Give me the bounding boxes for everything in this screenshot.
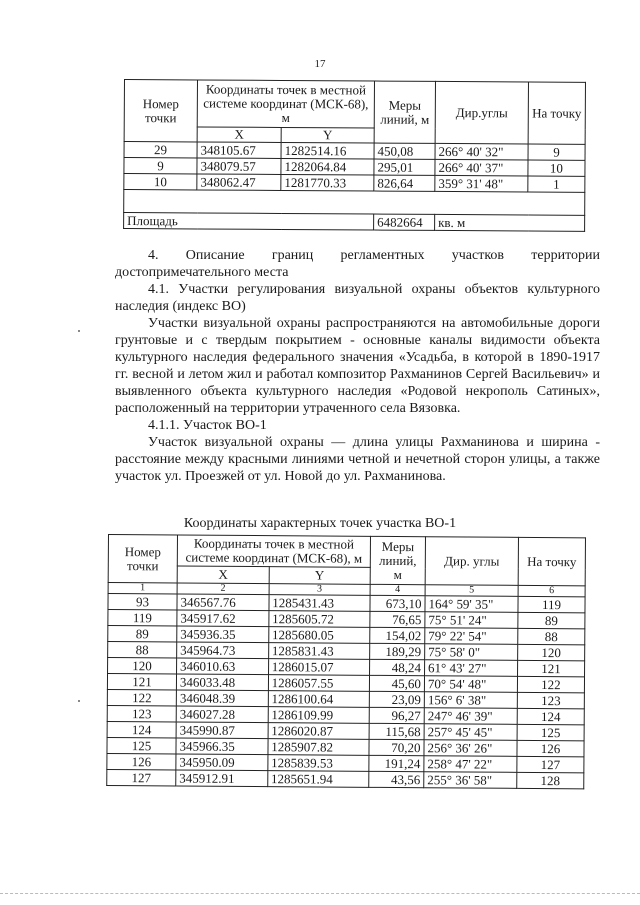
coord-x: 346027.28	[176, 706, 268, 723]
line-length: 48,24	[370, 659, 425, 675]
document-body	[115, 247, 600, 485]
coord-x: 346048.39	[176, 690, 268, 707]
dir-angle: 257° 45' 45"	[424, 724, 517, 741]
dir-angle: 70° 54' 48"	[424, 676, 517, 693]
line-length: 76,65	[370, 611, 425, 627]
to-point: 89	[518, 612, 585, 628]
coord-y: 1285839.53	[268, 755, 369, 772]
dir-angle: 255° 36' 58"	[424, 772, 517, 789]
dir-angle: 156° 6' 38"	[424, 692, 517, 709]
coord-y: 1286057.55	[268, 675, 369, 692]
line-length: 295,01	[374, 159, 435, 175]
dir-angle: 164° 59' 35"	[425, 596, 518, 613]
coord-y: 1286100.64	[268, 691, 369, 708]
coord-x: 348105.67	[197, 142, 281, 159]
line-length: 189,29	[370, 643, 425, 659]
to-point: 119	[518, 596, 585, 612]
dir-angle: 256° 36' 26"	[424, 740, 517, 757]
scan-speck	[78, 700, 80, 702]
point-number: 10	[124, 174, 197, 190]
point-number: 121	[107, 674, 176, 690]
line-length: 450,08	[374, 143, 435, 159]
section-4-1-heading: 4.1. Участки регулирования визуальной охраны объектов культурного наследия (индекс ВО)	[115, 282, 600, 314]
dir-angle: 359° 31' 48"	[435, 175, 528, 192]
area-row	[124, 213, 585, 232]
to-point: 10	[528, 160, 585, 176]
to-point: 127	[517, 756, 584, 772]
coord-x: 346010.63	[177, 658, 269, 675]
coord-x: 345912.91	[176, 770, 268, 787]
to-point: 9	[528, 144, 585, 160]
dir-angle: 266° 40' 37"	[435, 159, 528, 176]
dir-angle: 61° 43' 27"	[425, 660, 518, 677]
to-point: 1	[528, 176, 585, 192]
line-length: 70,20	[369, 739, 424, 755]
header-lengths: Меры линий, м	[374, 81, 435, 143]
page-number: 17	[314, 58, 326, 70]
coord-y: 1285605.72	[269, 611, 370, 628]
header-y: Y	[269, 567, 370, 585]
scan-speck	[78, 330, 80, 332]
point-number: 9	[124, 158, 197, 174]
scan-edge-line	[0, 893, 640, 894]
header-point-number: Номер точки	[124, 80, 197, 142]
line-length: 191,24	[369, 755, 424, 771]
coord-y: 1281770.33	[281, 174, 374, 191]
point-number: 120	[108, 658, 177, 674]
coord-y: 1285651.94	[267, 771, 368, 788]
paragraph-visual-protection: Участки визуальной охраны распространяются на автомобильные дороги грунтовые и с твердым покрытием - основные каналы видимости объекта культурного наследия федерального значения «Усадьба, в которой в 1890-1917 гг. весной и летом жил и работал композитор Рахманинов Сергей Васильевич» и выявленного объекта культурного наследия «Родовой некрополь Сатиных», расположенный на территории утраченного села Вязовка.	[115, 316, 600, 416]
header-x: X	[177, 566, 269, 584]
line-length: 45,60	[369, 675, 424, 691]
coord-x: 345990.87	[176, 722, 268, 739]
coord-x: 348062.47	[197, 174, 281, 191]
coord-x: 345936.35	[177, 626, 269, 643]
point-number: 122	[107, 689, 176, 705]
coord-y: 1282064.84	[281, 158, 374, 175]
section-4-heading-cont: достопримечательного места	[115, 265, 289, 280]
coord-x: 345917.62	[177, 610, 269, 627]
header-angles: Дир.углы	[435, 81, 528, 144]
coord-x: 346567.76	[177, 594, 269, 611]
point-number: 126	[107, 753, 176, 769]
coord-y: 1286109.99	[268, 707, 369, 724]
line-length: 43,56	[369, 771, 424, 787]
point-number: 125	[107, 737, 176, 753]
coord-y: 1285831.43	[268, 643, 369, 660]
table-2-caption: Координаты характерных точек участка ВО-1	[183, 516, 457, 531]
coord-y: 1286015.07	[268, 659, 369, 676]
to-point: 125	[517, 724, 584, 740]
point-number: 124	[107, 721, 176, 737]
coord-x: 348079.57	[197, 158, 281, 175]
header-coords: Координаты точек в местной системе координат (МСК-68), м	[177, 535, 370, 567]
point-number: 88	[108, 642, 177, 658]
area-label: Площадь	[124, 213, 374, 231]
to-point: 88	[518, 628, 585, 644]
point-number: 127	[107, 769, 176, 785]
column-number: 6	[518, 585, 585, 596]
column-number: 4	[370, 584, 425, 595]
table-row	[107, 769, 584, 788]
point-number: 119	[108, 610, 177, 626]
point-number: 29	[124, 142, 197, 158]
point-number: 89	[108, 626, 177, 642]
column-number: 1	[108, 583, 177, 594]
to-point: 123	[517, 692, 584, 708]
column-number: 3	[269, 584, 370, 596]
column-number: 5	[425, 585, 518, 597]
dir-angle: 266° 40' 32"	[435, 143, 528, 160]
line-length: 673,10	[370, 595, 425, 611]
area-value: 6482664	[374, 214, 435, 230]
header-coords: Координаты точек в местной системе координат (МСК-68), м	[197, 80, 374, 128]
header-y: Y	[281, 127, 374, 143]
line-length: 23,09	[369, 691, 424, 707]
paragraph-vo1-description: Участок визуальной охраны — длина улицы Рахманинова и ширина - расстояние между красными линиями четной и нечетной сторон улицы, а также участок ул. Проезжей от ул. Новой до ул. Рахманинова.	[115, 435, 600, 484]
header-angles: Дир. углы	[425, 537, 518, 586]
coordinates-table-1	[123, 79, 586, 232]
coord-x: 345950.09	[176, 754, 268, 771]
line-length: 96,27	[369, 707, 424, 723]
section-4-heading: 4. Описание границ регламентных участков территории	[148, 248, 600, 263]
line-length: 154,02	[370, 627, 425, 643]
coord-y: 1286020.87	[268, 723, 369, 740]
coord-x: 345964.73	[177, 642, 269, 659]
dir-angle: 247° 46' 39"	[424, 708, 517, 725]
coord-y: 1285680.05	[268, 627, 369, 644]
header-x: X	[197, 127, 281, 143]
to-point: 120	[518, 644, 585, 660]
line-length: 115,68	[369, 723, 424, 739]
line-length: 826,64	[374, 175, 435, 191]
header-to-point: На точку	[528, 82, 585, 144]
dir-angle: 79° 22' 54"	[425, 628, 518, 645]
coord-x: 345966.35	[176, 738, 268, 755]
section-4-1-1-heading: 4.1.1. Участок ВО-1	[148, 418, 267, 433]
coordinates-table-2	[106, 534, 586, 789]
column-number: 2	[177, 583, 269, 595]
dir-angle: 75° 51' 24"	[425, 612, 518, 629]
coord-x: 346033.48	[176, 674, 268, 691]
to-point: 124	[517, 708, 584, 724]
point-number: 123	[107, 705, 176, 721]
to-point: 126	[517, 740, 584, 756]
coord-y: 1282514.16	[281, 142, 374, 159]
to-point: 121	[518, 660, 585, 676]
table-row	[124, 190, 585, 216]
to-point: 128	[517, 772, 584, 788]
dir-angle: 258° 47' 22"	[424, 756, 517, 773]
area-unit: кв. м	[435, 214, 585, 231]
coord-y: 1285907.82	[268, 739, 369, 756]
header-lengths: Меры линий, м	[370, 536, 425, 584]
dir-angle: 75° 58' 0"	[425, 644, 518, 661]
point-number: 93	[108, 594, 177, 610]
to-point: 122	[517, 676, 584, 692]
coord-y: 1285431.43	[269, 595, 370, 612]
header-to-point: На точку	[518, 537, 585, 585]
header-point-number: Номер точки	[108, 535, 177, 583]
